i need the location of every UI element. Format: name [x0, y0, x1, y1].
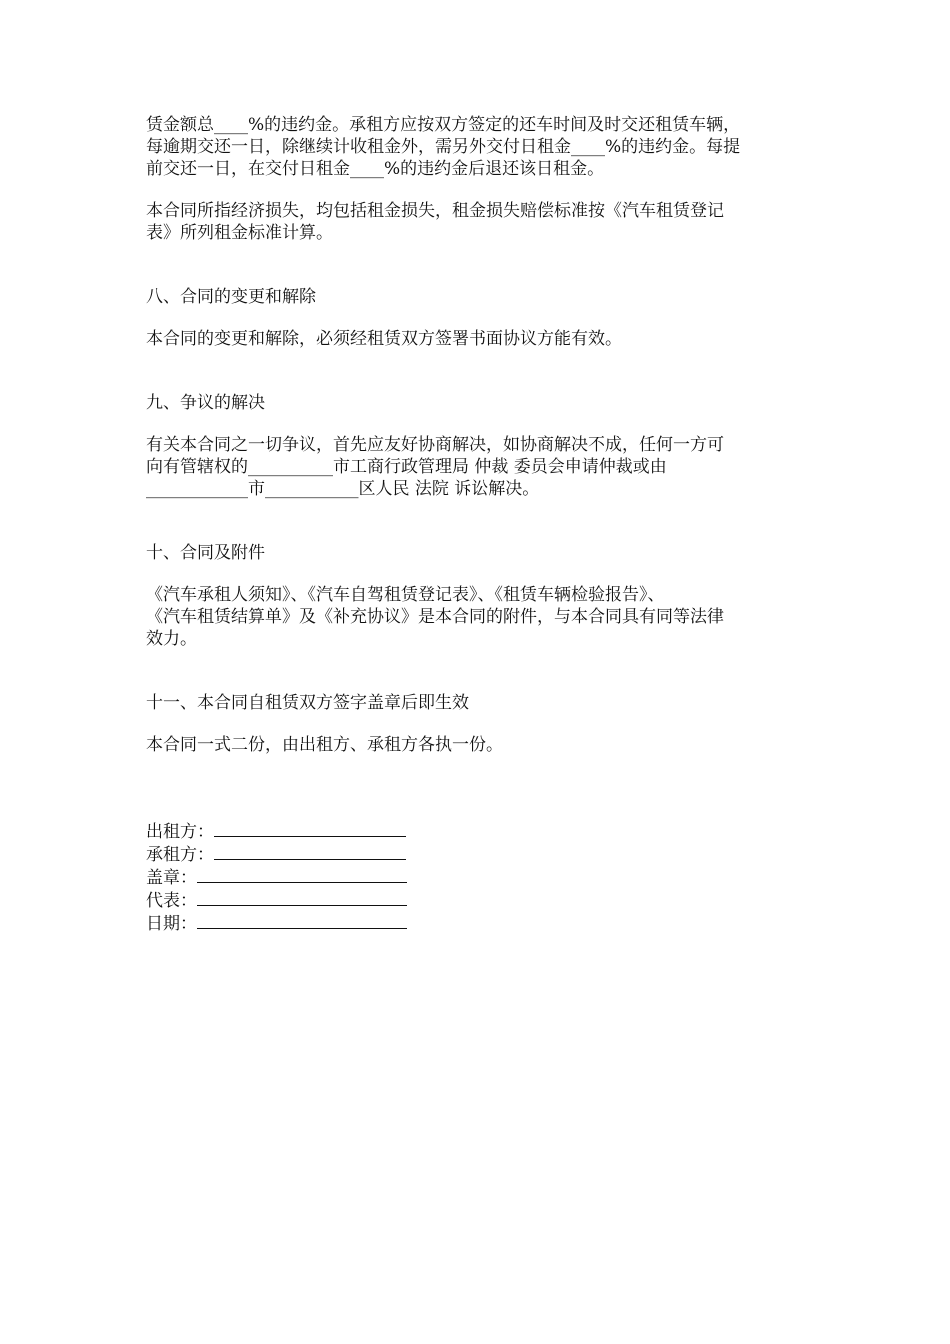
section-heading: 十、合同及附件 [146, 543, 265, 563]
text-line: 向有管辖权的__________市工商行政管理局 仲裁 委员会申请仲裁或由 [146, 457, 667, 477]
text-line: 每逾期交还一日，除继续计收租金外，需另外交付日租金____%的违约金。每提 [146, 137, 741, 157]
section-body: 本合同的变更和解除，必须经租赁双方签署书面协议方能有效。 [146, 329, 622, 349]
lessee-signature-row [146, 843, 826, 866]
contract-page [146, 114, 826, 935]
text-line: 有关本合同之一切争议，首先应友好协商解决，如协商解决不成，任何一方可 [146, 435, 724, 455]
lessor-signature-line [214, 820, 406, 837]
seal-row [146, 866, 826, 889]
representative-row [146, 889, 826, 912]
representative-label: 代表： [146, 891, 197, 911]
text-line: 赁金额总____%的违约金。承租方应按双方签定的还车时间及时交还租赁车辆， [146, 115, 741, 135]
lessor-label: 出租方： [146, 822, 214, 842]
date-line [197, 912, 407, 929]
text-line: 《汽车租赁结算单》及《补充协议》是本合同的附件，与本合同具有同等法律 [146, 607, 724, 627]
lessor-signature-row [146, 820, 826, 843]
seal-label: 盖章： [146, 868, 197, 888]
section-heading: 八、合同的变更和解除 [146, 287, 316, 307]
text-line: 效力。 [146, 629, 197, 649]
text-line: 前交还一日，在交付日租金____%的违约金后退还该日租金。 [146, 159, 605, 179]
lessee-signature-line [214, 843, 406, 860]
loss-definition-paragraph [146, 200, 826, 244]
attachments-paragraph [146, 584, 826, 650]
date-label: 日期： [146, 914, 197, 934]
dispute-paragraph [146, 434, 826, 500]
seal-line [197, 866, 407, 883]
section-heading: 十一、本合同自租赁双方签字盖章后即生效 [146, 693, 469, 713]
penalty-paragraph [146, 114, 826, 180]
representative-line [197, 889, 407, 906]
text-line: 本合同所指经济损失，均包括租金损失，租金损失赔偿标准按《汽车租赁登记 [146, 201, 724, 221]
lessee-label: 承租方： [146, 845, 214, 865]
text-line: 表》所列租金标准计算。 [146, 223, 333, 243]
section-body: 本合同一式二份，由出租方、承租方各执一份。 [146, 735, 503, 755]
section-heading: 九、争议的解决 [146, 393, 265, 413]
text-line: ____________市___________区人民 法院 诉讼解决。 [146, 479, 540, 499]
date-row [146, 912, 826, 935]
text-line: 《汽车承租人须知》、《汽车自驾租赁登记表》、《租赁车辆检验报告》、 [146, 585, 665, 605]
signature-block [146, 820, 826, 935]
